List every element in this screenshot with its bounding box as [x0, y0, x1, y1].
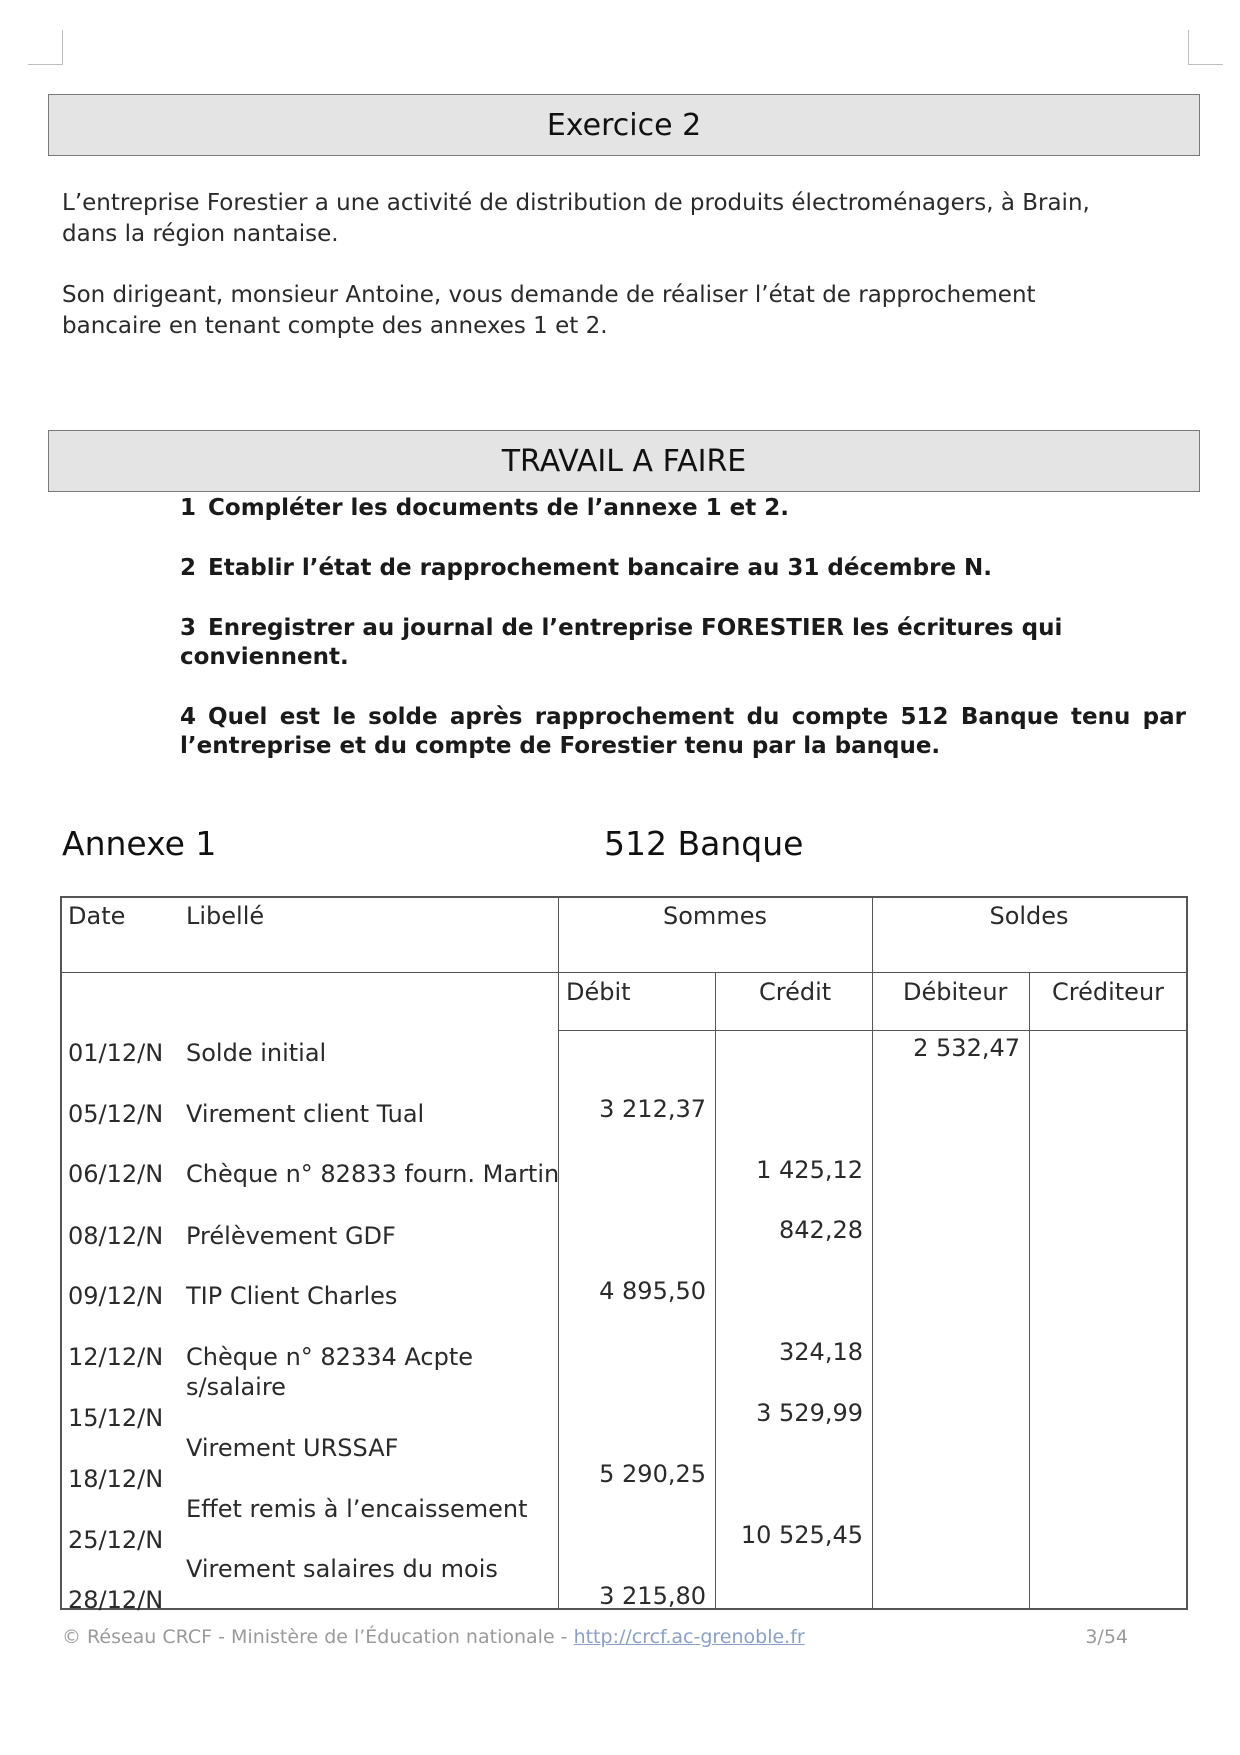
- table-border-right: [1186, 896, 1188, 1610]
- intro-paragraph-1: L’entreprise Forestier a une activité de distribution de produits électroménagers, à Brain, dans la région nantaise.: [62, 190, 1090, 247]
- crop-mark-top-left: [28, 30, 63, 65]
- page-number: 3/54: [1085, 1626, 1128, 1648]
- task-list: [180, 494, 1186, 792]
- account-title: 512 Banque: [604, 824, 804, 863]
- header-debiteur: Débiteur: [903, 978, 1008, 1006]
- row-label: Solde initial: [186, 1039, 327, 1067]
- header-date: Date: [68, 902, 126, 930]
- row-label: TIP Client Charles: [186, 1282, 398, 1310]
- header-credit: Crédit: [759, 978, 832, 1006]
- row-label: Chèque n° 82833 fourn. Martin: [186, 1160, 560, 1188]
- task-number: 4: [180, 704, 197, 730]
- credit-value: 842,28: [779, 1216, 863, 1244]
- row-label: Virement URSSAF: [186, 1434, 399, 1462]
- subheader-separator: [558, 1030, 1188, 1031]
- header-sommes: Sommes: [663, 902, 767, 930]
- task-item: [180, 703, 1186, 761]
- crop-mark-top-right: [1188, 30, 1223, 65]
- debit-value: 4 895,50: [599, 1277, 706, 1305]
- row-date: 25/12/N: [68, 1526, 164, 1554]
- solde-debiteur-value: 2 532,47: [913, 1034, 1020, 1062]
- column-divider: [1029, 972, 1030, 1610]
- row-label: Virement client Tual: [186, 1100, 425, 1128]
- header-debit: Débit: [566, 978, 631, 1006]
- table-border-top: [60, 896, 1188, 898]
- credit-value: 1 425,12: [756, 1156, 863, 1184]
- annexe-label: Annexe 1: [62, 824, 217, 863]
- debit-value: 3 212,37: [599, 1095, 706, 1123]
- exercise-title-banner: [48, 94, 1200, 156]
- credit-value: 324,18: [779, 1338, 863, 1366]
- credit-value: 3 529,99: [756, 1399, 863, 1427]
- task-item: [180, 494, 1186, 523]
- task-number: 2: [180, 555, 197, 581]
- table-border-left: [60, 896, 62, 1610]
- row-label: Prélèvement GDF: [186, 1222, 396, 1250]
- ledger-table: [60, 896, 1188, 1614]
- row-date: 09/12/N: [68, 1282, 164, 1310]
- work-title-banner: [48, 430, 1200, 492]
- debit-value: 3 215,80: [599, 1582, 706, 1610]
- row-label: s/salaire: [186, 1373, 286, 1401]
- task-text: Quel est le solde après rapprochement du compte 512 Banque tenu par l’entreprise et du compte de Forestier tenu par la banque.: [180, 704, 1186, 759]
- header-separator: [60, 972, 1188, 973]
- row-label: Virement salaires du mois: [186, 1555, 498, 1583]
- row-label: Chèque n° 82334 Acpte: [186, 1343, 473, 1371]
- task-number: 1: [180, 495, 197, 521]
- task-item: [180, 554, 1186, 583]
- row-date: 12/12/N: [68, 1343, 164, 1371]
- row-date: 15/12/N: [68, 1404, 164, 1432]
- footer-link[interactable]: http://crcf.ac-grenoble.fr: [573, 1626, 805, 1648]
- row-date: 05/12/N: [68, 1100, 164, 1128]
- intro-paragraph-2: Son dirigeant, monsieur Antoine, vous demande de réaliser l’état de rapprochement bancaire en tenant compte des annexes 1 et 2.: [62, 282, 1036, 339]
- row-date: 18/12/N: [68, 1465, 164, 1493]
- task-number: 3: [180, 615, 197, 641]
- footer-source: © Réseau CRCF - Ministère de l’Éducation nationale -: [62, 1626, 574, 1648]
- row-date: 06/12/N: [68, 1160, 164, 1188]
- header-libelle: Libellé: [186, 902, 265, 930]
- task-text: Enregistrer au journal de l’entreprise FORESTIER les écritures qui conviennent.: [180, 615, 1063, 670]
- task-text: Etablir l’état de rapprochement bancaire au 31 décembre N.: [208, 555, 993, 581]
- row-date: 28/12/N: [68, 1586, 164, 1614]
- row-date: 08/12/N: [68, 1222, 164, 1250]
- debit-value: 5 290,25: [599, 1460, 706, 1488]
- column-divider: [558, 896, 559, 1610]
- row-date: 01/12/N: [68, 1039, 164, 1067]
- task-text: Compléter les documents de l’annexe 1 et 2.: [208, 495, 789, 521]
- column-divider: [715, 972, 716, 1610]
- page-footer: [62, 1626, 1128, 1648]
- exercise-title: Exercice 2: [546, 107, 702, 143]
- header-crediteur: Créditeur: [1052, 978, 1165, 1006]
- row-label: Effet remis à l’encaissement: [186, 1495, 528, 1523]
- column-divider: [872, 896, 873, 1610]
- task-item: [180, 614, 1186, 672]
- work-title: TRAVAIL A FAIRE: [501, 443, 747, 479]
- header-soldes: Soldes: [989, 902, 1069, 930]
- credit-value: 10 525,45: [740, 1521, 863, 1549]
